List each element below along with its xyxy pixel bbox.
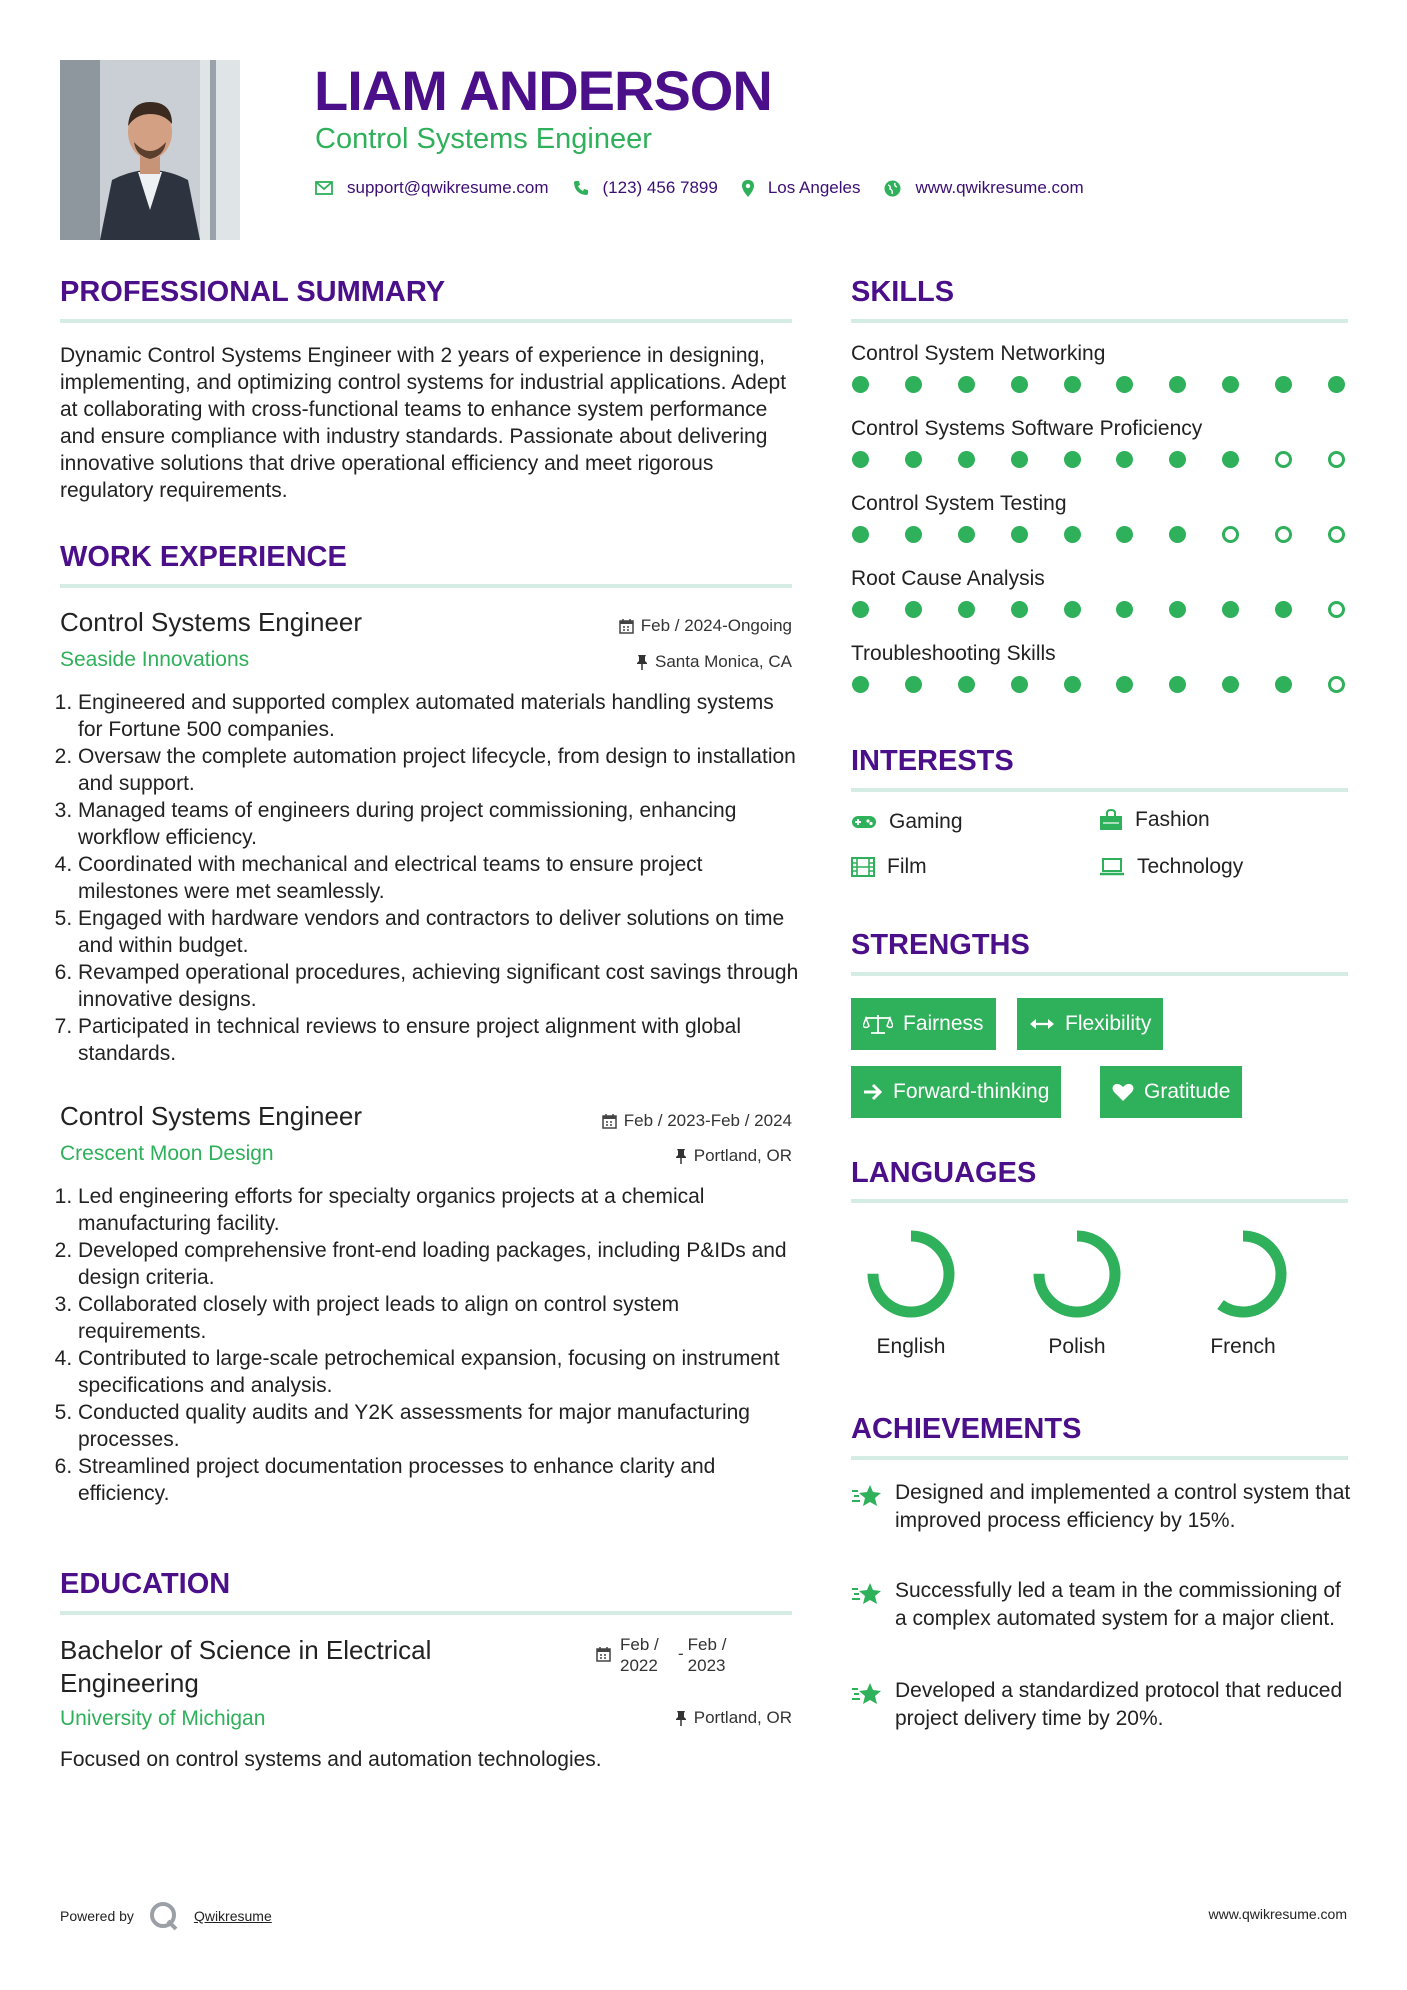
list-item: 5. Engaged with hardware vendors and contractors to deliver solutions on time and within budget. xyxy=(78,905,800,959)
achievement-text: Successfully led a team in the commissioning of a complex automated system for a major client. xyxy=(895,1579,1341,1630)
phone-text: (123) 456 7899 xyxy=(602,178,718,197)
end-year: 2023 xyxy=(687,1656,726,1675)
rating-dot-filled xyxy=(1011,451,1028,468)
strength-label: Fairness xyxy=(903,1012,984,1035)
rating-dot-filled xyxy=(1328,376,1345,393)
interests-divider xyxy=(851,788,1348,792)
rating-dot-filled xyxy=(1275,601,1292,618)
rating-dot-empty xyxy=(1328,601,1345,618)
interest-label: Fashion xyxy=(1135,808,1210,831)
end-month: Feb / xyxy=(687,1635,727,1654)
language-progress-arc xyxy=(1205,1236,1281,1312)
rating-dot-empty xyxy=(1275,526,1292,543)
rating-dot-filled xyxy=(958,676,975,693)
interest-item xyxy=(1099,855,1243,879)
skill-name: Control System Testing xyxy=(851,492,1067,515)
achievement-text: Designed and implemented a control system that improved process efficiency by 15%. xyxy=(895,1481,1351,1532)
list-item: 4. Contributed to large-scale petrochemical expansion, focusing on instrument specifications and analysis. xyxy=(78,1345,800,1399)
education-dates xyxy=(596,1634,726,1676)
skill-name: Control Systems Software Proficiency xyxy=(851,417,1203,440)
rating-dot-filled xyxy=(1116,451,1133,468)
footer-url[interactable]: www.qwikresume.com xyxy=(1208,1906,1347,1922)
location-text: Los Angeles xyxy=(767,178,861,197)
rating-dot-empty xyxy=(1222,526,1239,543)
rating-dot-filled xyxy=(1275,376,1292,393)
skill-rating xyxy=(852,601,1345,618)
strength-chip xyxy=(851,1066,1061,1118)
list-item: 1. Led engineering efforts for specialty organics projects at a chemical manufacturing facility. xyxy=(78,1183,800,1237)
skill-name: Troubleshooting Skills xyxy=(851,642,1056,665)
rating-dot-empty xyxy=(1328,451,1345,468)
contact-email[interactable] xyxy=(315,178,549,198)
rating-dot-filled xyxy=(1169,526,1186,543)
degree-title xyxy=(60,1634,431,1700)
rating-dot-filled xyxy=(852,676,869,693)
list-item: 3. Collaborated closely with project leads to align on control system requirements. xyxy=(78,1291,800,1345)
contact-bar xyxy=(315,178,1108,198)
degree-line: Bachelor of Science in Electrical xyxy=(60,1635,432,1665)
achievement-item xyxy=(851,1577,1351,1633)
education-heading: EDUCATION xyxy=(60,1568,231,1600)
rating-dot-filled xyxy=(852,376,869,393)
interest-item xyxy=(851,810,963,834)
qwikresume-logo-icon xyxy=(148,1900,180,1932)
education-start xyxy=(620,1634,678,1676)
list-item: 3. Managed teams of engineers during project commissioning, enhancing workflow efficiency. xyxy=(78,797,800,851)
rating-dot-filled xyxy=(905,601,922,618)
education-divider xyxy=(60,1611,792,1615)
skill-name: Control System Networking xyxy=(851,342,1106,365)
rating-dot-filled xyxy=(1116,601,1133,618)
language-label: English xyxy=(876,1335,946,1358)
calendar-icon xyxy=(596,1646,611,1662)
interest-label: Gaming xyxy=(889,810,963,833)
job-date xyxy=(480,616,792,636)
strength-label: Flexibility xyxy=(1065,1012,1152,1035)
skill-rating xyxy=(852,451,1345,468)
email-text: support@qwikresume.com xyxy=(347,178,549,197)
summary-divider xyxy=(60,319,792,323)
rating-dot-filled xyxy=(905,676,922,693)
education-location-text: Portland, OR xyxy=(693,1708,792,1727)
rating-dot-filled xyxy=(958,601,975,618)
brand-link[interactable]: Qwikresume xyxy=(193,1908,272,1924)
language-progress-arc xyxy=(873,1236,949,1312)
job-title: Control Systems Engineer xyxy=(60,1101,363,1131)
summary-heading: PROFESSIONAL SUMMARY xyxy=(60,276,446,308)
school-name: University of Michigan xyxy=(60,1707,266,1730)
achievements-divider xyxy=(851,1456,1348,1460)
job-location-text: Portland, OR xyxy=(693,1146,792,1165)
rating-dot-filled xyxy=(905,526,922,543)
summary-text: Dynamic Control Systems Engineer with 2 years of experience in designing, implementing, and optimizing control systems for industrial applications. Adept at collaborating with cross-functional teams to enhance system performance and ensure compliance with industry standards. Passionate about delivering innovative solutions that drive operational efficiency and meet rigorous regulatory requirements. xyxy=(60,344,787,502)
languages-divider xyxy=(851,1199,1348,1203)
rating-dot-filled xyxy=(1169,676,1186,693)
list-item: 1. Engineered and supported complex automated materials handling systems for Fortune 500 companies. xyxy=(78,689,800,743)
powered-by-text: Powered by xyxy=(60,1908,134,1924)
list-item: 6. Streamlined project documentation processes to enhance clarity and efficiency. xyxy=(78,1453,800,1507)
language-progress-ring xyxy=(1193,1224,1293,1324)
achievement-item xyxy=(851,1677,1351,1733)
strength-label: Gratitude xyxy=(1144,1080,1231,1103)
strengths-divider xyxy=(851,972,1348,976)
job-title: Control Systems Engineer xyxy=(60,607,363,637)
rating-dot-filled xyxy=(1116,526,1133,543)
rating-dot-filled xyxy=(852,451,869,468)
language-progress-arc xyxy=(1039,1236,1115,1312)
heart-icon xyxy=(1112,1082,1134,1102)
calendar-icon xyxy=(619,618,634,634)
rating-dot-filled xyxy=(1011,601,1028,618)
balance-scale-icon xyxy=(863,1013,893,1035)
language-label: Polish xyxy=(1048,1335,1106,1358)
envelope-icon xyxy=(315,181,333,195)
skills-heading: SKILLS xyxy=(851,276,955,308)
candidate-name: LIAM ANDERSON xyxy=(314,59,772,122)
achievement-item xyxy=(851,1479,1351,1535)
job-date-text: Feb / 2024-Ongoing xyxy=(640,616,792,635)
pushpin-icon xyxy=(675,1710,687,1726)
globe-icon xyxy=(884,180,901,197)
achievements-heading: ACHIEVEMENTS xyxy=(851,1413,1082,1445)
interest-label: Film xyxy=(887,855,927,878)
start-year: 2022 xyxy=(620,1656,658,1675)
strength-chip xyxy=(1017,998,1163,1050)
strength-label: Forward-thinking xyxy=(893,1080,1050,1103)
job-location xyxy=(480,652,792,672)
contact-phone[interactable] xyxy=(573,178,718,198)
list-item: 2. Oversaw the complete automation project lifecycle, from design to installation and support. xyxy=(78,743,800,797)
interests-heading: INTERESTS xyxy=(851,745,1014,777)
experience-divider xyxy=(60,584,792,588)
rating-dot-filled xyxy=(1222,451,1239,468)
rating-dot-filled xyxy=(1222,601,1239,618)
list-item: 7. Participated in technical reviews to ensure project alignment with global standards. xyxy=(78,1013,800,1067)
rating-dot-filled xyxy=(905,376,922,393)
job-bullets xyxy=(60,1183,800,1507)
contact-website[interactable] xyxy=(884,178,1083,198)
shooting-star-icon xyxy=(851,1681,883,1707)
strength-chip xyxy=(1100,1066,1242,1118)
candidate-title: Control Systems Engineer xyxy=(315,123,652,155)
company-name: Seaside Innovations xyxy=(60,648,250,671)
pushpin-icon xyxy=(675,1148,687,1164)
arrow-right-icon xyxy=(863,1083,883,1101)
profile-photo xyxy=(60,60,240,240)
degree-line: Engineering xyxy=(60,1668,199,1698)
rating-dot-filled xyxy=(1064,676,1081,693)
job-location-text: Santa Monica, CA xyxy=(654,652,792,671)
education-location xyxy=(480,1708,792,1728)
job-date xyxy=(480,1111,792,1131)
achievement-text: Developed a standardized protocol that reduced project delivery time by 20%. xyxy=(895,1679,1343,1730)
calendar-icon xyxy=(602,1113,617,1129)
rating-dot-filled xyxy=(958,526,975,543)
list-item: 5. Conducted quality audits and Y2K assessments for major manufacturing processes. xyxy=(78,1399,800,1453)
rating-dot-empty xyxy=(1328,676,1345,693)
rating-dot-filled xyxy=(958,451,975,468)
language-item xyxy=(1178,1224,1308,1359)
rating-dot-empty xyxy=(1328,526,1345,543)
rating-dot-filled xyxy=(1011,676,1028,693)
rating-dot-filled xyxy=(905,451,922,468)
laptop-icon xyxy=(1099,858,1125,876)
skill-name: Root Cause Analysis xyxy=(851,567,1045,590)
rating-dot-filled xyxy=(1116,376,1133,393)
website-text: www.qwikresume.com xyxy=(915,178,1084,197)
education-description: Focused on control systems and automation technologies. xyxy=(60,1748,602,1771)
phone-icon xyxy=(573,180,589,196)
skill-rating xyxy=(852,676,1345,693)
experience-heading: WORK EXPERIENCE xyxy=(60,541,347,573)
shooting-star-icon xyxy=(851,1483,883,1509)
rating-dot-filled xyxy=(1064,376,1081,393)
arrows-horizontal-icon xyxy=(1029,1017,1055,1031)
interest-item xyxy=(1099,808,1210,832)
rating-dot-filled xyxy=(852,601,869,618)
rating-dot-filled xyxy=(1222,676,1239,693)
rating-dot-filled xyxy=(1169,601,1186,618)
rating-dot-filled xyxy=(1064,601,1081,618)
language-item xyxy=(846,1224,976,1359)
skill-rating xyxy=(852,526,1345,543)
interest-label: Technology xyxy=(1137,855,1244,878)
language-progress-ring xyxy=(861,1224,961,1324)
rating-dot-filled xyxy=(1064,526,1081,543)
film-icon xyxy=(851,857,875,877)
rating-dot-filled xyxy=(1169,376,1186,393)
languages-heading: LANGUAGES xyxy=(851,1157,1037,1189)
rating-dot-filled xyxy=(1064,451,1081,468)
language-progress-ring xyxy=(1027,1224,1127,1324)
rating-dot-filled xyxy=(1011,526,1028,543)
language-item xyxy=(1012,1224,1142,1359)
list-item: 2. Developed comprehensive front-end loading packages, including P&IDs and design criteria. xyxy=(78,1237,800,1291)
footer-brand xyxy=(60,1900,272,1932)
map-marker-icon xyxy=(742,180,754,197)
company-name: Crescent Moon Design xyxy=(60,1142,274,1165)
rating-dot-filled xyxy=(852,526,869,543)
list-item: 4. Coordinated with mechanical and electrical teams to ensure project milestones were met seamlessly. xyxy=(78,851,800,905)
rating-dot-filled xyxy=(1275,676,1292,693)
shooting-star-icon xyxy=(851,1581,883,1607)
job-location xyxy=(480,1146,792,1166)
language-label: French xyxy=(1210,1335,1276,1358)
date-separator: - xyxy=(678,1644,684,1663)
pushpin-icon xyxy=(636,654,648,670)
job-date-text: Feb / 2023-Feb / 2024 xyxy=(623,1111,792,1130)
start-month: Feb / xyxy=(620,1635,659,1654)
rating-dot-filled xyxy=(1011,376,1028,393)
contact-location xyxy=(742,178,861,198)
skills-divider xyxy=(851,319,1348,323)
shopping-bag-icon xyxy=(1099,809,1123,831)
education-end xyxy=(688,1634,727,1676)
gamepad-icon xyxy=(851,814,877,830)
rating-dot-filled xyxy=(1169,451,1186,468)
skill-rating xyxy=(852,376,1345,393)
interest-item xyxy=(851,855,927,879)
rating-dot-filled xyxy=(1116,676,1133,693)
rating-dot-filled xyxy=(1222,376,1239,393)
strength-chip xyxy=(851,998,996,1050)
list-item: 6. Revamped operational procedures, achieving significant cost savings through innovative designs. xyxy=(78,959,800,1013)
rating-dot-filled xyxy=(958,376,975,393)
strengths-heading: STRENGTHS xyxy=(851,929,1030,961)
rating-dot-empty xyxy=(1275,451,1292,468)
job-bullets xyxy=(60,689,800,1067)
